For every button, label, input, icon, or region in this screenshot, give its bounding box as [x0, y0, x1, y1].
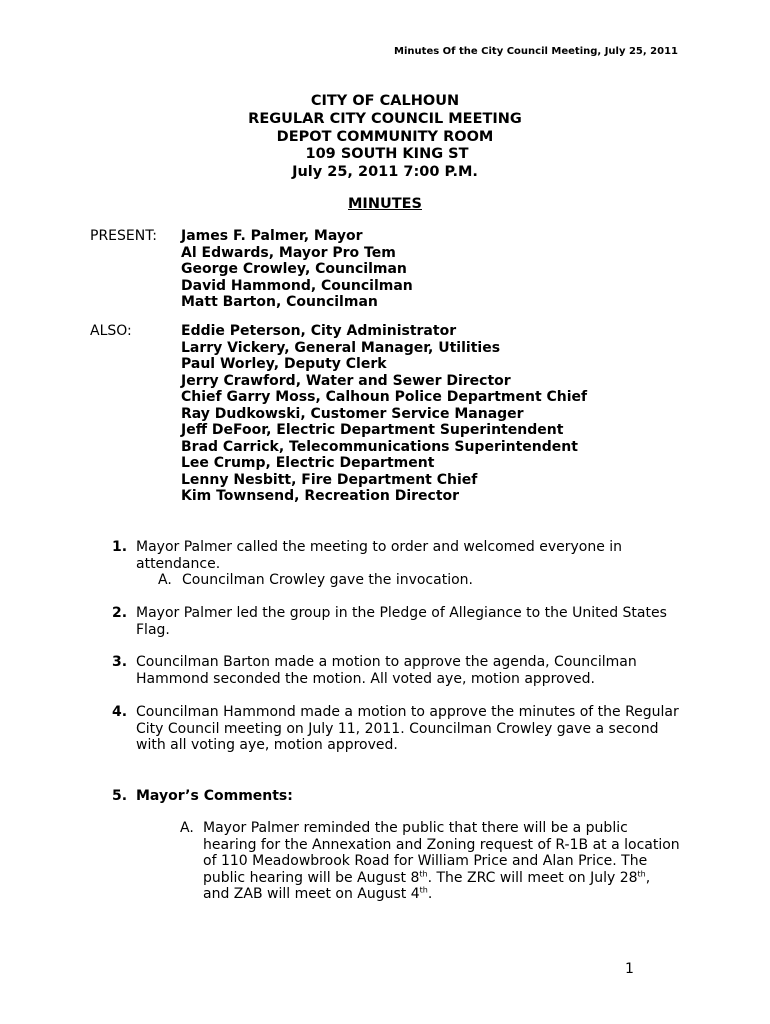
also-name: Paul Worley, Deputy Clerk: [181, 356, 387, 372]
item-text: Councilman Hammond made a motion to approve the minutes of the Regular City Council meeting on July 11, 2011. Councilman Crowley gave a second with all voting aye, motion approved.: [136, 704, 679, 753]
ordinal-suffix: th: [637, 868, 646, 878]
comment-text-part: , and ZAB will meet on August 4: [203, 869, 651, 902]
agenda-item-5: [112, 788, 682, 805]
present-name: Matt Barton, Councilman: [181, 294, 378, 310]
also-name: Chief Garry Moss, Calhoun Police Department Chief: [181, 389, 588, 405]
also-name: Eddie Peterson, City Administrator: [181, 323, 457, 339]
agenda-item-1: [112, 539, 682, 589]
title-date: July 25, 2011 7:00 P.M.: [292, 164, 478, 181]
item-number: 4.: [112, 704, 128, 720]
mayor-comment-a: [180, 820, 680, 903]
agenda-item-3: [112, 654, 682, 687]
also-name: Ray Dudkowski, Customer Service Manager: [181, 405, 524, 422]
title-address: 109 SOUTH KING ST: [305, 146, 469, 163]
ordinal-suffix: th: [419, 868, 428, 878]
also-label: ALSO:: [90, 323, 132, 339]
present-name: Al Edwards, Mayor Pro Tem: [181, 244, 396, 261]
comment-text: [203, 820, 680, 903]
item-number: 2.: [112, 605, 128, 621]
comment-text-part: .: [427, 886, 433, 902]
item-number: 3.: [112, 654, 128, 670]
comment-letter: A.: [180, 820, 194, 836]
title-meeting: REGULAR CITY COUNCIL MEETING: [248, 110, 522, 127]
item-number: 1.: [112, 539, 128, 555]
title-block: [0, 93, 770, 182]
present-name: David Hammond, Councilman: [181, 277, 413, 294]
also-list: [181, 323, 701, 505]
comment-text-part: Mayor Palmer reminded the public that there will be a public hearing for the Annexation and Zoning request of R-1B at a location of 110 Meadowbrook Road for William Price and Alan Price. The public hearing will be August 8: [203, 820, 680, 886]
also-name: Brad Carrick, Telecommunications Superintendent: [181, 438, 578, 455]
also-name: Lenny Nesbitt, Fire Department Chief: [181, 471, 478, 488]
title-city: CITY OF CALHOUN: [310, 93, 460, 109]
item-text: Mayor Palmer called the meeting to order and welcomed everyone in attendance.: [136, 539, 623, 572]
present-list: [181, 228, 701, 311]
item-number: 5.: [112, 788, 128, 804]
minutes-heading: MINUTES: [348, 196, 422, 212]
present-name: George Crowley, Councilman: [181, 261, 407, 277]
agenda-item-4: [112, 704, 682, 754]
item-text: Mayor Palmer led the group in the Pledge of Allegiance to the United States Flag.: [136, 605, 667, 638]
present-name: James F. Palmer, Mayor: [181, 228, 363, 244]
also-name: Kim Townsend, Recreation Director: [181, 488, 460, 504]
item-1-subitem-a: [158, 572, 682, 589]
title-location: DEPOT COMMUNITY ROOM: [276, 128, 494, 145]
present-label: PRESENT:: [90, 228, 157, 244]
running-header: Minutes Of the City Council Meeting, July 25, 2011: [394, 46, 678, 57]
agenda-item-2: [112, 605, 682, 638]
comment-text-part: . The ZRC will meet on July 28: [427, 869, 638, 886]
subitem-text: Councilman Crowley gave the invocation.: [182, 572, 473, 588]
page-number: 1: [625, 961, 634, 977]
also-name: Jeff DeFoor, Electric Department Superintendent: [181, 422, 564, 438]
mayors-comments-heading: Mayor’s Comments:: [136, 788, 293, 804]
item-text: Councilman Barton made a motion to approve the agenda, Councilman Hammond seconded the motion. All voted aye, motion approved.: [136, 654, 637, 687]
also-name: Lee Crump, Electric Department: [181, 455, 435, 471]
also-name: Larry Vickery, General Manager, Utilities: [181, 339, 501, 356]
also-name: Jerry Crawford, Water and Sewer Director: [181, 372, 511, 389]
ordinal-suffix: th: [419, 885, 428, 895]
subitem-letter: A.: [158, 572, 172, 588]
